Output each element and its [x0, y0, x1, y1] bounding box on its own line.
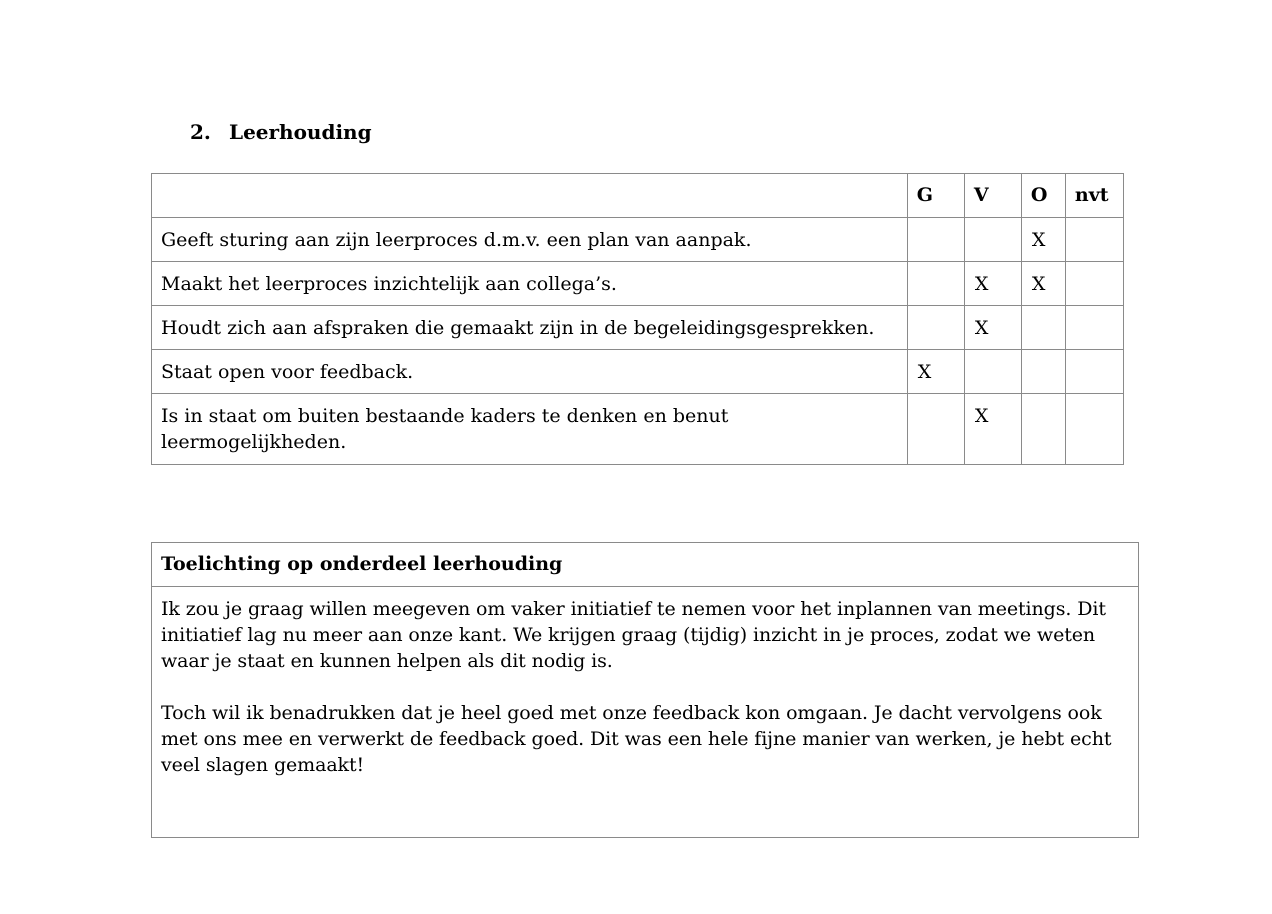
criterion-cell: Maakt het leerproces inzichtelijk aan collega’s.	[152, 262, 908, 306]
criteria-header-v: V	[964, 174, 1021, 218]
explanation-body	[152, 587, 1139, 838]
criteria-header-o: O	[1021, 174, 1065, 218]
explanation-title: Toelichting op onderdeel leerhouding	[152, 543, 1139, 587]
score-cell-o	[1021, 306, 1065, 350]
explanation-paragraph: Toch wil ik benadrukken dat je heel goed met onze feedback kon omgaan. Je dacht vervolgens ook met ons mee en verwerkt de feedback goed. Dit was een hele fijne manier van werken, je hebt echt veel slagen gemaakt!	[161, 702, 1112, 776]
score-cell-v	[964, 350, 1021, 394]
score-cell-o: X	[1021, 218, 1065, 262]
score-cell-nvt	[1065, 262, 1123, 306]
explanation-paragraph: Ik zou je graag willen meegeven om vaker initiatief te nemen voor het inplannen van meetings. Dit initiatief lag nu meer aan onze kant. We krijgen graag (tijdig) inzicht in je proces, zodat we weten waar je staat en kunnen helpen als dit nodig is.	[161, 598, 1106, 672]
criteria-header-nvt: nvt	[1065, 174, 1123, 218]
criterion-cell: Staat open voor feedback.	[152, 350, 908, 394]
criteria-header-row	[152, 174, 1124, 218]
table-row	[152, 350, 1124, 394]
score-cell-v	[964, 218, 1021, 262]
score-cell-g	[907, 306, 964, 350]
table-row	[152, 218, 1124, 262]
criteria-header-g: G	[907, 174, 964, 218]
score-cell-v: X	[964, 394, 1021, 465]
score-cell-nvt	[1065, 394, 1123, 465]
section-number: 2.	[190, 120, 211, 144]
table-row	[152, 262, 1124, 306]
score-cell-o	[1021, 394, 1065, 465]
section-title: Leerhouding	[229, 120, 372, 144]
table-row	[152, 306, 1124, 350]
section-heading	[190, 119, 372, 145]
score-cell-g: X	[907, 350, 964, 394]
criteria-header-criterion	[152, 174, 908, 218]
score-cell-o: X	[1021, 262, 1065, 306]
table-row	[152, 394, 1124, 465]
criterion-cell: Is in staat om buiten bestaande kaders te denken en benut leermogelijkheden.	[152, 394, 908, 465]
score-cell-g	[907, 394, 964, 465]
score-cell-v: X	[964, 306, 1021, 350]
score-cell-o	[1021, 350, 1065, 394]
score-cell-g	[907, 218, 964, 262]
score-cell-nvt	[1065, 306, 1123, 350]
score-cell-nvt	[1065, 218, 1123, 262]
score-cell-v: X	[964, 262, 1021, 306]
score-cell-g	[907, 262, 964, 306]
criteria-table	[151, 173, 1124, 465]
score-cell-nvt	[1065, 350, 1123, 394]
criterion-cell: Houdt zich aan afspraken die gemaakt zijn in de begeleidingsgesprekken.	[152, 306, 908, 350]
explanation-body-row	[152, 587, 1139, 838]
explanation-header-row	[152, 543, 1139, 587]
explanation-table	[151, 542, 1139, 838]
criterion-cell: Geeft sturing aan zijn leerproces d.m.v. een plan van aanpak.	[152, 218, 908, 262]
